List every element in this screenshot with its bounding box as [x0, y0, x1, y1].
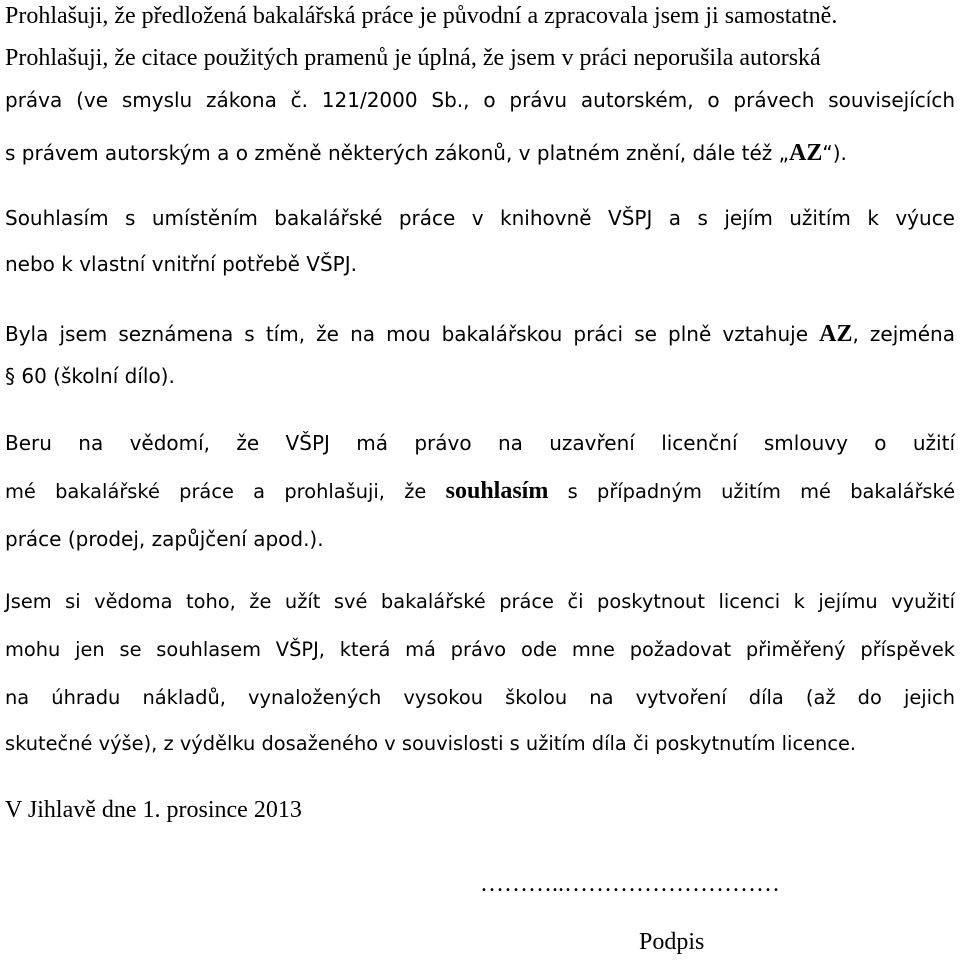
az-abbrev: AZ	[789, 140, 823, 166]
p4-line-1: Beru na vědomí, že VŠPJ má právo na uzavření licenční smlouvy o užití	[5, 431, 955, 455]
p4-line-2	[5, 479, 955, 503]
p1-line-3-a: práva (ve smyslu zákona č. 121/2000 Sb.	[5, 88, 464, 112]
p3-line-2: § 60 (školní dílo).	[5, 364, 175, 388]
p1-line-1: Prohlašuji, že předložená bakalářská práce je původní a zpracovala jsem ji samostatně.	[5, 3, 838, 29]
p5-line-1: Jsem si vědoma toho, že užít své bakalářské práce či poskytnout licenci k jejímu využití	[5, 590, 955, 613]
p4-line-2-a: mé bakalářské práce a prohlašuji, že	[5, 480, 446, 503]
p4-line-3: práce (prodej, zapůjčení apod.).	[5, 527, 324, 551]
p1-line-4-c: “).	[822, 141, 847, 165]
p3-line-1	[5, 322, 955, 346]
p1-line-3	[5, 90, 955, 110]
p3-line-1-a: Byla jsem seznámena s tím, že na mou bakalářskou práci se plně vztahuje	[5, 322, 820, 346]
souhlasim-emphasis: souhlasím	[445, 478, 549, 504]
p1-line-3-b: , o právu autorském, o právech souvisejících	[463, 88, 955, 112]
p2-line-2: nebo k vlastní vnitřní potřebě VŠPJ.	[5, 252, 357, 276]
signature-line: ………..………………………	[480, 871, 780, 897]
p4-line-2-c: s případným užitím mé bakalářské	[548, 480, 955, 503]
p1-line-2: Prohlašuji, že citace použitých pramenů je úplná, že jsem v práci neporušila autorská	[5, 45, 821, 71]
p2-line-1: Souhlasím s umístěním bakalářské práce v knihovně VŠPJ a s jejím užitím k výuce	[5, 206, 955, 230]
p3-line-1-c: , zejména	[852, 322, 955, 346]
p1-line-4-a: s právem autorským a o změně některých zákonů, v platném znění, dále též „	[5, 141, 790, 165]
p5-line-3: na úhradu nákladů, vynaložených vysokou školou na vytvoření díla (až do jejich	[5, 686, 955, 709]
place-date: V Jihlavě dne 1. prosince 2013	[5, 797, 302, 823]
p1-line-4	[5, 141, 955, 165]
signature-label: Podpis	[639, 929, 705, 955]
p5-line-4: skutečné výše), z výdělku dosaženého v souvislosti s užitím díla či poskytnutím licence.	[5, 732, 857, 755]
p5-line-2: mohu jen se souhlasem VŠPJ, která má právo ode mne požadovat přiměřený příspěvek	[5, 638, 955, 661]
az-abbrev: AZ	[819, 321, 853, 347]
